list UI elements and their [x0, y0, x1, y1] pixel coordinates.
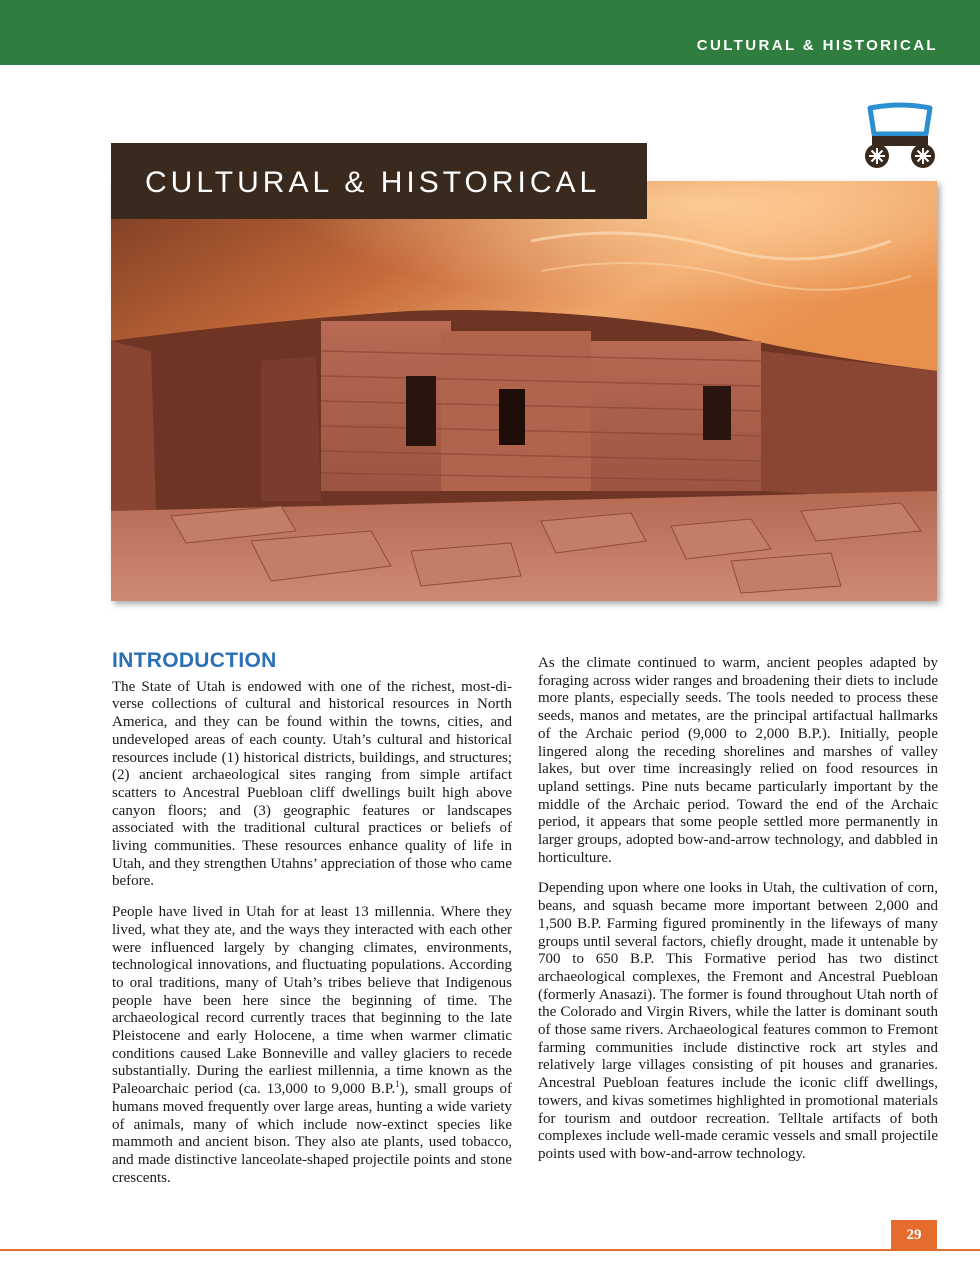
paragraph: The State of Utah is endowed with one of the richest, most-diverse collections of cultural and historical resources in North America, and they can be found within the towns, cities, and undeveloped areas of each county. Utah’s cultural and historical resources include (1) historical districts, buildings, and structures; (2) ancient archaeological sites ranging from simple artifact scatters to Ancestral Puebloan cliff dwellings built high above canyon floors; and (3) geographic features or landscapes associated with the traditional cultural practices or beliefs of living communities. These resources enhance quality of life in Utah, and they strengthen Utahns’ appreciation of those who came before.: [112, 678, 512, 890]
covered-wagon-icon: [860, 100, 940, 172]
page-title: CULTURAL & HISTORICAL: [145, 166, 601, 199]
paragraph: [112, 904, 512, 1187]
paragraph: As the climate continued to warm, ancient peoples adapted by foraging across wider ranges and broadening their diets to include more plants, especially seeds. The tools needed to process these seeds, manos and metates, are the principal artifactual hallmarks of the Archaic period (9,000 to 2,000 B.P.). Initially, people lingered along the receding shorelines and marshes of valley lakes, but over time increasingly relied on food resources in upland settings. Pine nuts became particularly important by the middle of the Archaic period. Toward the end of the Archaic period, it appears that some people settled more permanently in larger groups, adopted bow-and-arrow technology, and dabbled in horticulture.: [538, 655, 938, 866]
page-number: 29: [891, 1220, 937, 1251]
cliff-dwelling-ruins-photo: [111, 181, 937, 601]
footer-rule: [0, 1249, 980, 1251]
top-banner: [0, 0, 980, 65]
right-column: [538, 655, 938, 1177]
paragraph-text: ), small groups of humans moved frequently over large areas, hunting a wide variety of animals, many of which include now-extinct species like mammoth and ancient bison. They also ate plants, used tobacco, and made distinctive lanceolate-shaped projectile points and stone crescents.: [112, 1081, 512, 1186]
introduction-heading: INTRODUCTION: [112, 649, 277, 672]
footnote-marker: 1: [395, 1079, 400, 1090]
left-column: [112, 649, 512, 1200]
paragraph: Depending upon where one looks in Utah, the cultivation of corn, beans, and squash became more important between 2,000 and 1,500 B.P. Farming figured prominently in the lifeways of many groups until several factors, chiefly drought, made it untenable by 700 to 650 B.P. This Formative period has two distinct archaeological complexes, the Fremont and Ancestral Puebloan (formerly Anasazi). The former is found throughout Utah north of the Colorado and Virgin Rivers, while the latter is dominant south of those same rivers. Archaeological features common to Fremont farming communities include distinctive rock art styles and relatively large villages consisting of pit houses and granaries. Ancestral Puebloan features include the iconic cliff dwellings, towers, and kivas sometimes highlighted in promotional materials for tourism and outdoor recreation. Telltale artifacts of both complexes include well-made ceramic vessels and small projectile points used with bow-and-arrow technology.: [538, 880, 938, 1162]
section-label: CULTURAL & HISTORICAL: [696, 37, 938, 54]
hero-title-box: [111, 143, 647, 219]
paragraph-text: People have lived in Utah for at least 13 millennia. Where they lived, what they ate, and the ways they interacted with each other were influenced largely by changing climates, environments, technological innovations, and fluctuating populations. According to oral traditions, many of Utah’s tribes believe that Indigenous people have been here since the beginning of time. The archaeological record currently traces that beginning to the late Pleistocene and early Holocene, a time when warmer climatic conditions caused Lake Bonneville and valley glaciers to recede substantially. During the earliest millennia, a time known as the Paleoarchaic period (ca. 13,000 to 9,000 B.P.: [112, 904, 512, 1098]
